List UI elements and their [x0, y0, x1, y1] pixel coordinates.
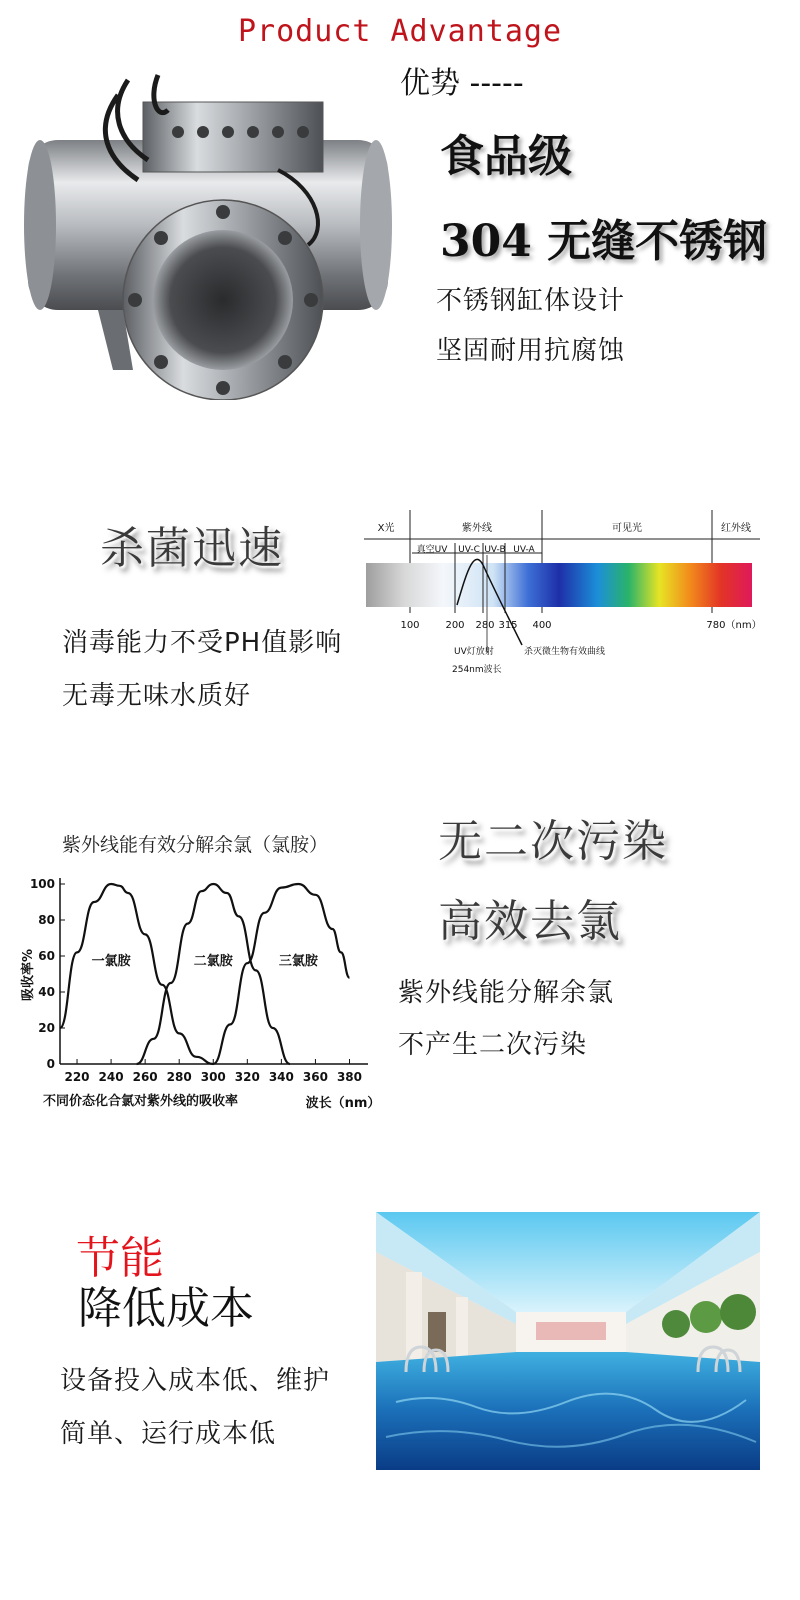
- material-grade-heading: 食品级: [440, 131, 572, 182]
- tick-400: 400: [532, 620, 552, 631]
- tick-780: 780（nm）: [706, 620, 762, 631]
- x-tick-label: 260: [132, 1070, 158, 1084]
- series-label-2: 二氯胺: [193, 954, 233, 969]
- y-tick-label: 60: [38, 949, 55, 963]
- x-tick-label: 340: [268, 1070, 294, 1084]
- chart-title: 紫外线能有效分解余氯（氯胺）: [62, 834, 329, 856]
- sterilize-heading: 杀菌迅速: [100, 523, 284, 574]
- chloramine-absorption-chart: [18, 870, 388, 1120]
- band-visible-label: 可见光: [612, 523, 642, 534]
- x-tick-label: 240: [98, 1070, 124, 1084]
- y-tick-label: 40: [38, 985, 55, 999]
- series-label-1: 一氯胺: [91, 954, 131, 969]
- band-infrared-label: 红外线: [721, 523, 751, 534]
- x-tick-label: 320: [234, 1070, 260, 1084]
- energy-saving-title: 节能: [76, 1233, 164, 1284]
- series-line-1: [60, 884, 213, 1064]
- x-tick-label: 280: [166, 1070, 192, 1084]
- dechlorination-heading: 高效去氯: [438, 896, 622, 947]
- y-tick-label: 80: [38, 913, 55, 927]
- material-type-heading: 304 无缝不锈钢: [440, 216, 768, 267]
- energy-desc-1: 设备投入成本低、维护: [60, 1366, 331, 1396]
- uv-c-label: UV-C: [458, 545, 480, 555]
- x-tick-label: 380: [336, 1070, 363, 1084]
- uv-spectrum-diagram: [362, 505, 762, 685]
- tick-200: 200: [445, 620, 465, 631]
- uv-b-label: UV-B: [484, 545, 506, 555]
- energy-desc-2: 简单、运行成本低: [60, 1419, 277, 1449]
- material-desc-2: 坚固耐用抗腐蚀: [436, 336, 626, 366]
- lamp-note-1: UV灯放射: [454, 647, 494, 657]
- header-title-en: Product Advantage: [237, 14, 563, 49]
- band-uv-label: 紫外线: [462, 523, 492, 534]
- chart-ylabel: 吸收率%: [21, 948, 36, 1002]
- uv-vacuum-label: 真空UV: [416, 545, 448, 555]
- material-desc-1: 不锈钢缸体设计: [436, 286, 626, 316]
- sterilize-desc-1: 消毒能力不受PH值影响: [62, 628, 343, 658]
- tick-100: 100: [400, 620, 420, 631]
- x-tick-label: 220: [64, 1070, 90, 1084]
- x-tick-label: 360: [302, 1070, 328, 1084]
- cost-reduction-title: 降低成本: [78, 1283, 254, 1334]
- uv-a-label: UV-A: [513, 545, 535, 555]
- chart-xlabel: 波长（nm）: [305, 1096, 381, 1111]
- x-tick-label: 300: [200, 1070, 226, 1084]
- header-title-cn: 优势 -----: [400, 66, 524, 101]
- band-xray-label: X光: [377, 523, 395, 534]
- y-tick-label: 100: [29, 877, 55, 891]
- uv-sterilizer-product-image: [18, 70, 408, 400]
- indoor-swimming-pool-image: [376, 1212, 760, 1470]
- series-label-3: 三氯胺: [278, 954, 318, 969]
- y-tick-label: 20: [38, 1021, 55, 1035]
- tick-315: 315: [498, 620, 518, 631]
- tick-280: 280: [475, 620, 495, 631]
- no-pollution-heading: 无二次污染: [438, 816, 668, 867]
- chlorine-desc-1: 紫外线能分解余氯: [398, 978, 615, 1008]
- lamp-note-2: 254nm波长: [452, 665, 502, 675]
- curve-note: 杀灭微生物有效曲线: [524, 647, 606, 657]
- sterilize-desc-2: 无毒无味水质好: [62, 681, 252, 711]
- y-tick-label: 0: [46, 1057, 55, 1071]
- chlorine-desc-2: 不产生二次污染: [398, 1030, 588, 1060]
- chart-subtitle: 不同价态化合氯对紫外线的吸收率: [43, 1094, 239, 1109]
